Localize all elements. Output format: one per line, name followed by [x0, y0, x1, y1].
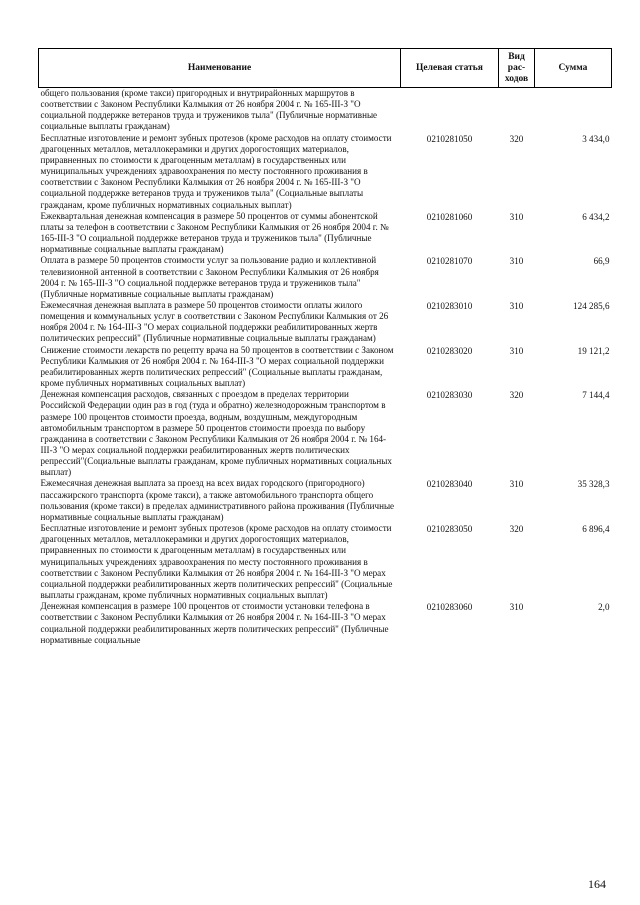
header-sum: Сумма: [535, 49, 612, 88]
row-kind: 310: [509, 345, 524, 356]
row-code: 0210283020: [426, 345, 473, 356]
header-kind: Вид рас- ходов: [499, 49, 535, 88]
table-row: [39, 255, 612, 300]
row-name: Бесплатные изготовление и ремонт зубных протезов (кроме расходов на оплату стоимости драгоценных металлов, металлокерамики и других дорогостоящих материалов, приравненных по стоимости к драгоценным металлам) в государственных или муниципальных учреждениях здравоохранения по месту постоянного проживания в соответствии с Законом Республики Калмыкия от 26 ноября 2004 г. № 165-III-З "О социальной поддержке ветеранов труда и тружеников тыла" (Социальные выплаты гражданам, кроме публичных нормативных социальных выплат): [40, 132, 392, 210]
row-sum: [535, 88, 612, 133]
row-code: 0210281070: [426, 256, 473, 267]
row-sum: 7 144,4: [582, 390, 610, 401]
row-sum: 19 121,2: [577, 345, 610, 356]
row-name: Снижение стоимости лекарств по рецепту врача на 50 процентов в соответствии с Законом Республики Калмыкия от 26 ноября 2004 г. № 164-III-З "О мерах социальной поддержки реабилитированных жертв политических репрессий" (Социальные выплаты гражданам, кроме публичных нормативных социальных выплат): [40, 344, 394, 389]
table-row: [39, 389, 612, 478]
header-name: Наименование: [39, 49, 401, 88]
row-sum: 66,9: [593, 256, 610, 267]
row-kind: 310: [509, 300, 524, 311]
table-row: [39, 601, 612, 646]
row-kind: 320: [509, 390, 524, 401]
table-row: [39, 300, 612, 345]
table-row: [39, 345, 612, 390]
table-row: [39, 523, 612, 601]
row-sum: 6 434,2: [582, 211, 610, 222]
row-code: 0210283030: [426, 390, 473, 401]
table-row: [39, 478, 612, 523]
budget-table: [38, 48, 612, 646]
row-kind: 310: [509, 211, 524, 222]
row-code: 0210281060: [426, 211, 473, 222]
row-name: Ежемесячная денежная выплата за проезд на всех видах городского (пригородного) пассажирского транспорта (кроме такси), а также автомобильного транспорта общего пользования (кроме такси) в пределах административного района проживания (Публичные нормативные социальные выплаты гражданам): [40, 478, 395, 522]
row-code: 0210283050: [426, 524, 473, 535]
row-name: Денежная компенсация в размере 100 процентов от стоимости установки телефона в соответствии с Законом Республики Калмыкия от 26 ноября 2004 г. № 164-III-З "О мерах социальной поддержки реабилитированных жертв политических репрессий" (Публичные нормативные социальные: [40, 601, 389, 645]
row-code: [401, 88, 499, 133]
row-code: 0210283040: [426, 479, 473, 490]
table-row: [39, 133, 612, 211]
table-row: [39, 88, 612, 133]
row-sum: 6 896,4: [582, 524, 610, 535]
table-row: [39, 211, 612, 256]
row-sum: 124 285,6: [573, 300, 610, 311]
row-kind: 320: [509, 133, 524, 144]
table-header-row: [39, 49, 612, 88]
header-code: Целевая статья: [401, 49, 499, 88]
row-kind: 310: [509, 602, 524, 613]
row-kind: 320: [509, 524, 524, 535]
budget-table-container: [38, 48, 611, 646]
row-code: 0210281050: [426, 133, 473, 144]
row-name: общего пользования (кроме такси) пригородных и внутрирайонных маршрутов в соответствии с Законом Республики Калмыкия от 26 ноября 2004 г. № 165-III-З "О социальной поддержке ветеранов труда и тружеников тыла" (Публичные нормативные социальные выплаты гражданам): [40, 88, 378, 132]
row-sum: 2,0: [598, 602, 610, 613]
row-name: Ежеквартальная денежная компенсация в размере 50 процентов от суммы абонентской платы за телефон в соответствии с Законом Республики Калмыкия от 26 ноября 2004 г. № 165-III-З "О социальной поддержке ветеранов труда и тружеников тыла" (Публичные нормативные социальные выплаты гражданам): [40, 210, 389, 255]
row-name: Денежная компенсация расходов, связанных с проездом в пределах территории Российской Федерации один раз в год (туда и обратно) железнодорожным транспортом в размере 100 процентов стоимости проезда, водным, воздушным, междугородным автомобильным транспортом в размере 50 процентов стоимости проезда по выбору гражданина в соответствии с Законом Республики Калмыкия от 26 ноября 2004 г. № 164-III-З "О мерах социальной поддержки реабилитированных жертв политических репрессий"(Социальные выплаты гражданам, кроме публичных нормативных социальных выплат): [40, 389, 392, 478]
row-sum: 35 328,3: [577, 479, 610, 490]
row-code: 0210283010: [426, 300, 473, 311]
row-kind: [499, 88, 535, 133]
row-sum: 3 434,0: [582, 133, 610, 144]
row-name: Оплата в размере 50 процентов стоимости услуг за пользование радио и коллективной телевизионной антенной в соответствии с Законом Республики Калмыкия от 26 ноября 2004 г. № 165-III-З "О социальной поддержке ветеранов труда и тружеников тыла" (Публичные нормативные социальные выплаты гражданам): [40, 255, 379, 299]
row-name: Ежемесячная денежная выплата в размере 50 процентов стоимости оплаты жилого помещения и коммунальных услуг в соответствии с Законом Республики Калмыкия от 26 ноября 2004 г. № 164-III-З "О мерах социальной поддержки реабилитированных жертв политических репрессий" (Публичные нормативные социальные выплаты гражданам): [40, 299, 389, 344]
row-name: Бесплатные изготовление и ремонт зубных протезов (кроме расходов на оплату стоимости драгоценных металлов, металлокерамики и других дорогостоящих материалов, приравненных по стоимости к драгоценным металлам) в государственных или муниципальных учреждениях здравоохранения по месту постоянного проживания в соответствии с Законом Республики Калмыкия от 26 ноября 2004 г. № 164-III-З "О мерах социальной поддержки реабилитированных жертв политических репрессий" (Социальные выплаты гражданам, кроме публичных нормативных социальных выплат): [40, 523, 393, 601]
page-number: 164: [588, 877, 606, 891]
row-kind: 310: [509, 479, 524, 490]
row-kind: 310: [509, 256, 524, 267]
row-code: 0210283060: [426, 602, 473, 613]
